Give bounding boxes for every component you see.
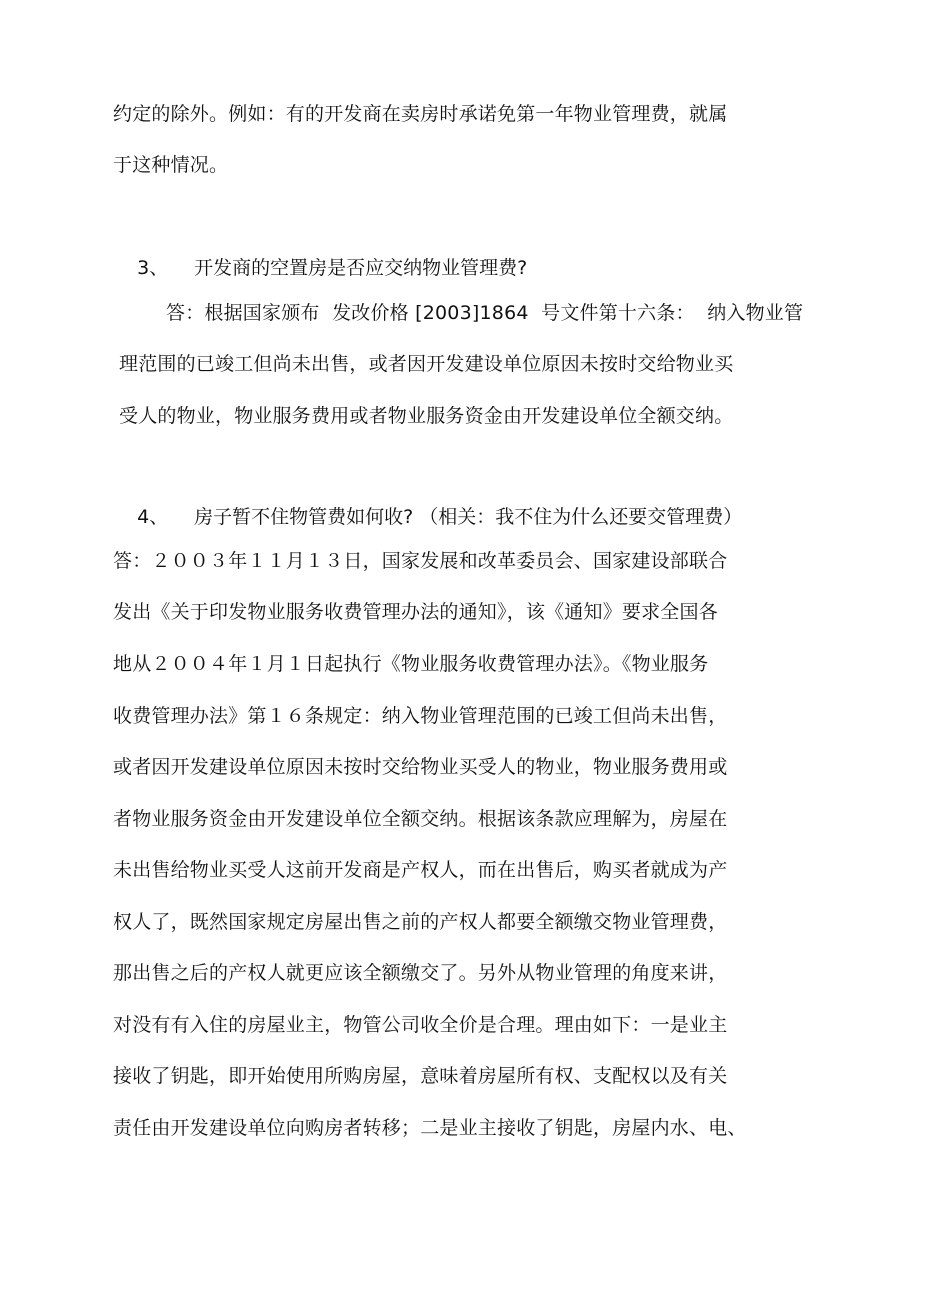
q4-answer-line-10: 对没有有入住的房屋业主，物管公司收全价是合理。理由如下：一是业主 xyxy=(113,1014,728,1036)
q4-answer-line-11: 接收了钥匙，即开始使用所购房屋，意味着房屋所有权、支配权以及有关 xyxy=(113,1065,728,1087)
q4-answer-line-7: 未出售给物业买受人这前开发商是产权人，而在出售后，购买者就成为产 xyxy=(113,859,728,881)
question-3-title: 开发商的空置房是否应交纳物业管理费? xyxy=(194,257,528,279)
q4-answer-line-3: 地从２００４年１月１日起执行《物业服务收费管理办法》。《物业服务 xyxy=(113,653,709,675)
q4-answer-line-5: 或者因开发建设单位原因未按时交给物业买受人的物业，物业服务费用或 xyxy=(113,756,728,778)
question-4-title: 房子暂不住物管费如何收? （相关：我不住为什么还要交管理费） xyxy=(194,506,743,528)
intro-line-1: 约定的除外。例如：有的开发商在卖房时承诺免第一年物业管理费，就属 xyxy=(113,103,728,125)
q3-answer-line-2: 理范围的已竣工但尚未出售，或者因开发建设单位原因未按时交给物业买 xyxy=(119,353,734,375)
question-3-number: 3、 xyxy=(137,257,169,279)
q4-answer-line-6: 者物业服务资金由开发建设单位全额交纳。根据该条款应理解为，房屋在 xyxy=(113,808,728,830)
q4-answer-line-2: 发出《关于印发物业服务收费管理办法的通知》，该《通知》要求全国各 xyxy=(113,601,718,623)
question-4-heading xyxy=(113,478,742,556)
q4-answer-line-9: 那出售之后的产权人就更应该全额缴交了。另外从物业管理的角度来讲， xyxy=(113,962,728,984)
q4-answer-line-4: 收费管理办法》第１６条规定：纳入物业管理范围的已竣工但尚未出售， xyxy=(113,705,728,727)
q4-answer-line-12: 责任由开发建设单位向购房者转移；二是业主接收了钥匙，房屋内水、电、 xyxy=(113,1117,747,1139)
intro-line-2: 于这种情况。 xyxy=(113,154,229,176)
q3-answer-line-3: 受人的物业，物业服务费用或者物业服务资金由开发建设单位全额交纳。 xyxy=(119,405,734,427)
q4-answer-line-1: 答：２００３年１１月１３日，国家发展和改革委员会、国家建设部联合 xyxy=(113,550,728,572)
question-3-heading xyxy=(113,229,527,307)
question-4-number: 4、 xyxy=(137,506,169,528)
q3-answer-line-1: 答：根据国家颁布 发改价格 [2003]1864 号文件第十六条： 纳入物业管 xyxy=(166,302,804,324)
q4-answer-line-8: 权人了，既然国家规定房屋出售之前的产权人都要全额缴交物业管理费， xyxy=(113,911,728,933)
